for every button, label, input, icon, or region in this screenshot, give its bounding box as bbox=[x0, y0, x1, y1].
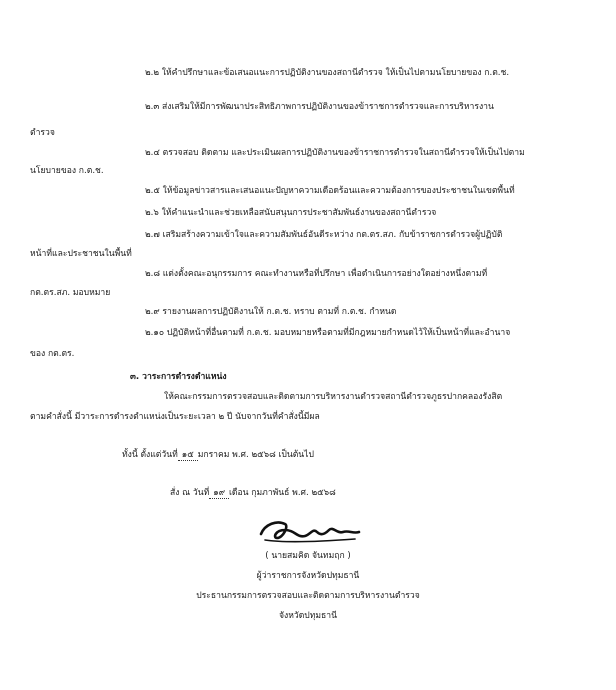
item-2-8-cont: กต.ตร.สภ. มอบหมาย bbox=[30, 288, 111, 298]
signer-title-3: จังหวัดปทุมธานี bbox=[278, 611, 338, 621]
item-2-10: ๒.๑๐ ปฏิบัติหน้าที่อื่นตามที่ ก.ต.ช. มอบหมายหรือตามที่มีกฎหมายกำหนดไว้ให้เป็นหน้าที่และอำนาจ bbox=[145, 328, 511, 338]
item-2-7: ๒.๗ เสริมสร้างความเข้าใจและความสัมพันธ์อันดีระหว่าง กต.ตร.สภ. กับข้าราชการตำรวจผู้ปฏิบัติ bbox=[145, 230, 503, 240]
item-2-10-cont: ของ กต.ตร. bbox=[30, 349, 75, 359]
ordered-date-line bbox=[170, 488, 336, 499]
item-2-7-cont: หน้าที่และประชาชนในพื้นที่ bbox=[30, 249, 132, 259]
item-2-2: ๒.๒ ให้คำปรึกษาและข้อเสนอแนะการปฏิบัติงานของสถานีตำรวจ ให้เป็นไปตามนโยบายของ ก.ต.ช. bbox=[145, 68, 510, 78]
item-2-3: ๒.๓ ส่งเสริมให้มีการพัฒนาประสิทธิภาพการปฏิบัติงานของข้าราชการตำรวจและการบริหารงาน bbox=[145, 102, 494, 112]
section-3-line-2: ตามคำสั่งนี้ มีวาระการดำรงตำแหน่งเป็นระยะเวลา ๒ ปี นับจากวันที่คำสั่งนี้มีผล bbox=[30, 412, 320, 422]
item-2-3-cont: ตำรวจ bbox=[30, 128, 55, 138]
item-2-4-cont: นโยบายของ ก.ต.ช. bbox=[30, 166, 104, 176]
effective-day: ๑๕ bbox=[178, 450, 198, 461]
signer-title-2: ประธานกรรมการตรวจสอบและติดตามการบริหารงานตำรวจ bbox=[196, 591, 420, 601]
item-2-5: ๒.๕ ให้ข้อมูลข่าวสารและเสนอแนะปัญหาความเดือดร้อนและความต้องการของประชาชนในเขตพื้นที่ bbox=[145, 186, 515, 196]
signer-title-1: ผู้ว่าราชการจังหวัดปทุมธานี bbox=[256, 571, 360, 581]
signature-image bbox=[255, 512, 365, 552]
item-2-9: ๒.๙ รายงานผลการปฏิบัติงานให้ ก.ต.ช. ทราบ ตามที่ ก.ต.ช. กำหนด bbox=[145, 307, 397, 317]
effective-suffix: มกราคม พ.ศ. ๒๕๖๘ เป็นต้นไป bbox=[197, 450, 314, 460]
item-2-6: ๒.๖ ให้คำแนะนำและช่วยเหลือสนับสนุนการประชาสัมพันธ์งานของสถานีตำรวจ bbox=[145, 208, 437, 218]
section-3-line-1: ให้คณะกรรมการตรวจสอบและติดตามการบริหารงานตำรวจสถานีตำรวจภูธรปากคลองรังสิต bbox=[164, 392, 503, 402]
item-2-8: ๒.๘ แต่งตั้งคณะอนุกรรมการ คณะทำงานหรือที่ปรึกษา เพื่อดำเนินการอย่างใดอย่างหนึ่งตามที่ bbox=[145, 269, 488, 279]
ordered-prefix: สั่ง ณ วันที่ bbox=[170, 488, 210, 498]
item-2-4: ๒.๔ ตรวจสอบ ติดตาม และประเมินผลการปฏิบัติงานของข้าราชการตำรวจในสถานีตำรวจให้เป็นไปตาม bbox=[145, 148, 525, 158]
section-3-heading: ๓. วาระการดำรงตำแหน่ง bbox=[130, 372, 227, 382]
ordered-day: ๑๙ bbox=[209, 488, 229, 499]
effective-date-line bbox=[122, 450, 314, 461]
effective-prefix: ทั้งนี้ ตั้งแต่วันที่ bbox=[122, 450, 178, 460]
signer-name: ( นายสมคิด จันทมฤก ) bbox=[265, 551, 351, 561]
ordered-suffix: เดือน กุมภาพันธ์ พ.ศ. ๒๕๖๘ bbox=[229, 488, 336, 498]
